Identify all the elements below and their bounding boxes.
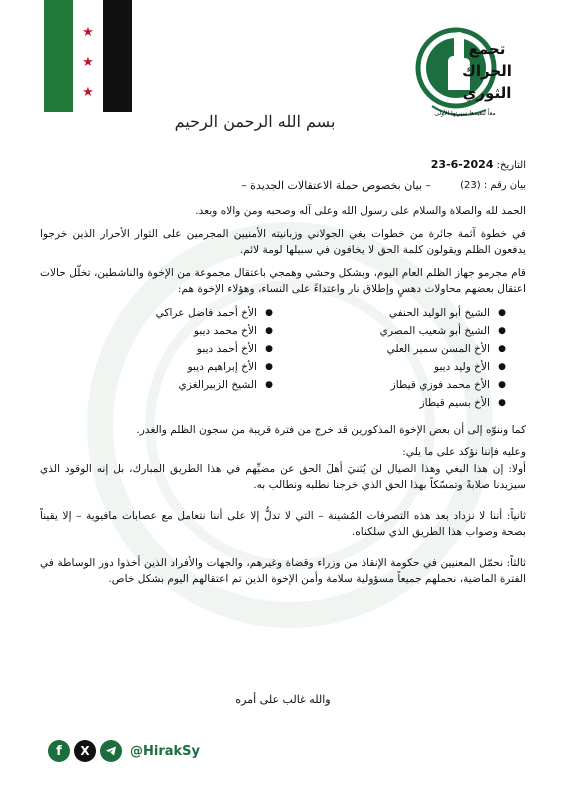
date-label: التاريخ: — [496, 160, 526, 171]
statement-title: – بيان بخصوص حملة الاعتقالات الجديدة – — [241, 179, 431, 192]
opening-paragraph: الحمد لله والصلاة والسلام على رسول الله وعلى آله وصحبه ومن والاه وبعد. — [195, 205, 526, 217]
number-label: بيان رقم : — [483, 180, 526, 191]
detainee-column-right — [273, 304, 506, 412]
list-item: ● الشيخ أبو شعيب المصري — [273, 322, 506, 340]
logo-slogan: معاً لنعيدها سيرتها الأولى — [434, 110, 496, 117]
list-item: ● الأخ المسن سمير العلي — [273, 340, 506, 358]
red-star-icon: ★ — [82, 85, 94, 100]
list-item: ● الأخ إبراهيم ديبو — [40, 358, 273, 376]
point-third: ثالثاً: نحمّل المعنيين في حكومة الإنقاذ من وزراء وقضاة وغيرهم، والجهات والأفراد الذين أخذوا دور الوساطة في الفترة الماضية، نحملهم جميعاً مسؤولية سلامة وأمن الإخوة الذين تم اعتقالهم اليوم بشكل خاص. — [40, 556, 526, 585]
detainee-list — [40, 304, 526, 412]
date-value: 23-6-2024 — [430, 158, 494, 171]
number-value: (23) — [460, 180, 481, 191]
list-item: ● الأخ محمد ديبو — [40, 322, 273, 340]
list-item: ● الشيخ أبو الوليد الحنفي — [273, 304, 506, 322]
list-item: ● الأخ أحمد ديبو — [40, 340, 273, 358]
paragraph-arrests: قام مجرمو جهاز الظلم العام اليوم، وبشكل وحشي وهمجي باعتقال مجموعة من الإخوة والناشطين، تخلّل حالات اعتقال بعضهم محاولات دهسٍ وإطلاق نار واعتداءً على النساء، وهؤلاء الإخوة هم: — [40, 266, 526, 295]
date-line — [431, 158, 526, 171]
social-footer — [48, 737, 200, 765]
paragraph-emphasis: وعليه فإننا نؤكد على ما يلي: — [402, 446, 526, 458]
red-star-icon: ★ — [82, 25, 94, 40]
list-item: ● الأخ بسيم قيطاز — [273, 394, 506, 412]
red-star-icon: ★ — [82, 55, 94, 70]
syrian-revolution-flag — [44, 0, 132, 112]
point-second: ثانياً: أننا لا نزداد بعد هذه التصرفات المُشينة – التي لا تدلُّ إلا على أننا نتعامل مع عصابات مافيوية – إلا يقيناً بصحة وصواب هذا الطريق الذي سلكناه. — [40, 509, 526, 538]
list-item: ● الأخ محمد فوزي قيطاز — [273, 376, 506, 394]
statement-number — [460, 180, 526, 191]
detainee-column-left — [40, 304, 273, 412]
paragraph-note: كما وننوّه إلى أن بعض الإخوة المذكورين قد خرج من فترة قريبة من سجون الظلم والغدر. — [136, 423, 526, 436]
logo-line-2: الحراك — [462, 62, 512, 80]
statement-body — [40, 203, 526, 594]
social-handle[interactable]: @HirakSy — [130, 743, 201, 759]
logo-line-3: الثوري — [462, 84, 512, 102]
paragraph-intro: في خطوة آثمة جائرة من خطوات بغي الجولاني وزبانيته الأمنيين المجرمين على الثوار الأحرار الذين خرجوا يدفعون الظلم ويقولون كلمة الحق لا يخافون في سبيلها لومة لائم. — [40, 227, 526, 256]
list-item: ● الأخ وليد ديبو — [273, 358, 506, 376]
telegram-icon[interactable] — [100, 740, 122, 762]
basmala: بسم الله الرحمن الرحيم — [174, 112, 336, 131]
facebook-icon[interactable]: f — [48, 740, 70, 762]
closing-phrase: والله غالب على أمره — [235, 693, 331, 706]
list-item: ● الأخ أحمد فاضل عراكي — [40, 304, 273, 322]
list-item: ● الشيخ الزبيرالغزي — [40, 376, 273, 394]
logo-line-1: تجمع — [468, 40, 506, 58]
x-icon[interactable]: X — [74, 740, 96, 762]
point-first: أولا: إن هذا البغي وهذا الصيال لن يُثنيَ أهلَ الحق عن مضيِّهم في هذا الطريق المبارك، بل إنه الوقود الذي سيزيدنا صلابةً وتمسّكاً بهذا الحق الذي خرجنا نطلبه ونطالب به. — [40, 462, 526, 491]
